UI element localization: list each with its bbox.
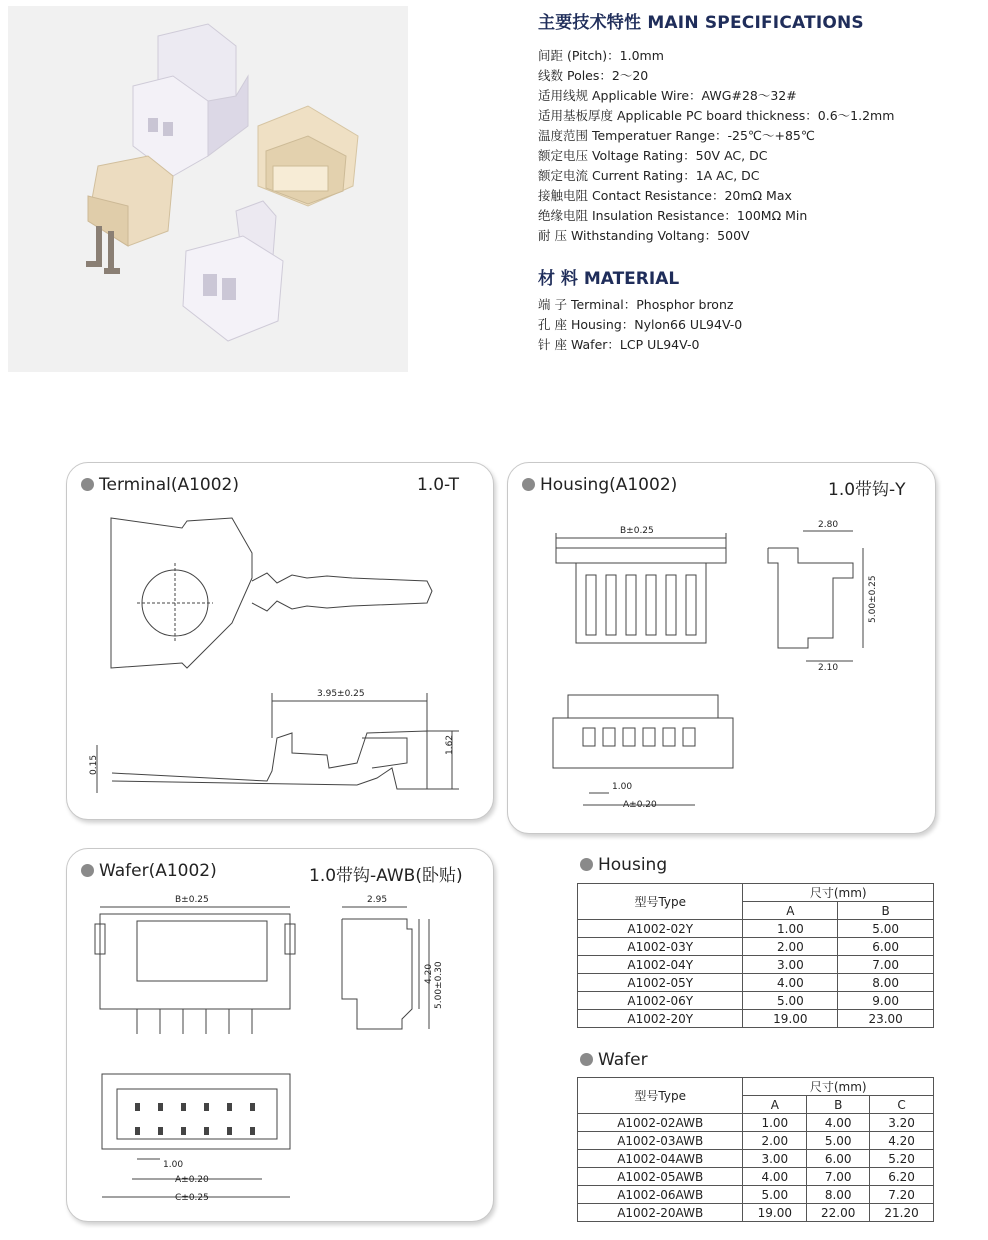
spec-item: 绝缘电阻 Insulation Resistance：100MΩ Min <box>538 208 808 223</box>
housing-dim-pitch: 1.00 <box>612 782 633 792</box>
terminal-title: Terminal(A1002) <box>99 475 240 495</box>
cell-a: 5.00 <box>743 992 838 1010</box>
product-photo <box>8 6 408 372</box>
terminal-drawing <box>67 463 493 819</box>
cell-b: 8.00 <box>807 1186 870 1204</box>
terminal-panel <box>66 462 494 820</box>
housing-dim-h: 5.00±0.25 <box>868 575 878 623</box>
wafer-title: Wafer(A1002) <box>99 861 217 881</box>
cell-a: 2.00 <box>743 938 838 956</box>
spec-item: 额定电压 Voltage Rating：50V AC, DC <box>538 148 768 163</box>
cell-c: 6.20 <box>870 1168 934 1186</box>
wafer-dim-h2: 5.00±0.30 <box>434 961 444 1009</box>
wafer-photo-2 <box>86 156 173 274</box>
material-title: 材 料 MATERIAL <box>538 269 680 289</box>
type-header: 型号Type <box>578 884 743 920</box>
cell-b: 5.00 <box>838 920 934 938</box>
cell-type: A1002-20AWB <box>578 1204 743 1222</box>
cell-type: A1002-05Y <box>578 974 743 992</box>
bullet-icon <box>580 858 593 871</box>
cell-type: A1002-02AWB <box>578 1114 743 1132</box>
cell-a: 19.00 <box>743 1010 838 1028</box>
housing-dim-w2: 2.10 <box>818 663 839 673</box>
cell-type: A1002-03AWB <box>578 1132 743 1150</box>
column-header-b: B <box>838 902 934 920</box>
column-header-c: C <box>870 1096 934 1114</box>
column-header-b: B <box>807 1096 870 1114</box>
terminal-dim-height: 1.62 <box>445 734 455 755</box>
cell-b: 6.00 <box>807 1150 870 1168</box>
cell-a: 1.00 <box>743 1114 807 1132</box>
table-row <box>578 974 934 992</box>
housing-dim-b: B±0.25 <box>620 526 654 536</box>
table-row <box>578 1114 934 1132</box>
column-header-a: A <box>743 902 838 920</box>
terminal-code: 1.0-T <box>417 475 459 495</box>
bullet-icon <box>522 478 535 491</box>
bullet-icon <box>81 478 94 491</box>
wafer-dim-w: 2.95 <box>367 895 388 905</box>
housing-table-title-wrap <box>580 855 667 875</box>
cell-c: 5.20 <box>870 1150 934 1168</box>
wafer-photo-1 <box>258 106 358 206</box>
cell-type: A1002-06Y <box>578 992 743 1010</box>
cell-a: 2.00 <box>743 1132 807 1150</box>
cell-b: 23.00 <box>838 1010 934 1028</box>
spec-item: 接触电阻 Contact Resistance：20mΩ Max <box>538 188 792 203</box>
cell-a: 3.00 <box>743 1150 807 1168</box>
terminal-dim-thick: 0.15 <box>89 754 99 775</box>
terminal-dim-length: 3.95±0.25 <box>317 689 365 699</box>
specs-title: 主要技术特性 MAIN SPECIFICATIONS <box>538 13 864 33</box>
cell-type: A1002-02Y <box>578 920 743 938</box>
table-row <box>578 1186 934 1204</box>
table-row <box>578 1168 934 1186</box>
table-row <box>578 956 934 974</box>
table-row <box>578 920 934 938</box>
column-header-a: A <box>743 1096 807 1114</box>
housing-photo-1 <box>133 24 248 176</box>
type-header: 型号Type <box>578 1078 743 1114</box>
spec-item: 耐 压 Withstanding Voltang：500V <box>538 228 750 243</box>
table-row <box>578 992 934 1010</box>
wafer-dim-a: A±0.20 <box>175 1175 209 1185</box>
wafer-dim-b: B±0.25 <box>175 895 209 905</box>
housing-photo-2 <box>183 201 283 341</box>
cell-a: 1.00 <box>743 920 838 938</box>
cell-c: 7.20 <box>870 1186 934 1204</box>
table-row <box>578 1132 934 1150</box>
spec-item: 温度范围 Temperatuer Range：-25℃～+85℃ <box>538 128 815 143</box>
cell-a: 3.00 <box>743 956 838 974</box>
specs-list <box>538 46 894 246</box>
housing-code: 1.0带钩-Y <box>828 480 906 500</box>
cell-a: 19.00 <box>743 1204 807 1222</box>
cell-type: A1002-04Y <box>578 956 743 974</box>
cell-a: 5.00 <box>743 1186 807 1204</box>
cell-type: A1002-05AWB <box>578 1168 743 1186</box>
wafer-code: 1.0带钩-AWB(卧贴) <box>309 866 463 886</box>
cell-c: 21.20 <box>870 1204 934 1222</box>
housing-drawing <box>508 463 935 833</box>
table-row <box>578 1010 934 1028</box>
material-item: 端 子 Terminal：Phosphor bronz <box>538 297 734 312</box>
spec-item: 间距 (Pitch)：1.0mm <box>538 48 664 63</box>
housing-table <box>577 883 934 1028</box>
housing-title-wrap <box>522 475 677 495</box>
cell-b: 5.00 <box>807 1132 870 1150</box>
spec-item: 额定电流 Current Rating：1A AC, DC <box>538 168 760 183</box>
cell-type: A1002-04AWB <box>578 1150 743 1168</box>
wafer-dim-pitch: 1.00 <box>163 1160 184 1170</box>
spec-item: 适用基板厚度 Applicable PC board thickness：0.6～1.2mm <box>538 108 895 123</box>
material-item: 针 座 Wafer：LCP UL94V-0 <box>538 337 700 352</box>
wafer-table-title-wrap <box>580 1050 648 1070</box>
cell-b: 7.00 <box>807 1168 870 1186</box>
cell-c: 3.20 <box>870 1114 934 1132</box>
spec-item: 适用线规 Applicable Wire：AWG#28～32# <box>538 88 797 103</box>
housing-dim-w1: 2.80 <box>818 520 839 530</box>
connector-photo-illustration <box>8 6 408 372</box>
cell-type: A1002-20Y <box>578 1010 743 1028</box>
wafer-table <box>577 1077 934 1222</box>
cell-type: A1002-06AWB <box>578 1186 743 1204</box>
wafer-drawing <box>67 849 493 1221</box>
housing-title: Housing(A1002) <box>540 475 678 495</box>
cell-b: 7.00 <box>838 956 934 974</box>
bullet-icon <box>81 864 94 877</box>
housing-panel <box>507 462 936 834</box>
material-item: 孔 座 Housing：Nylon66 UL94V-0 <box>538 317 743 332</box>
cell-b: 4.00 <box>807 1114 870 1132</box>
cell-b: 9.00 <box>838 992 934 1010</box>
cell-b: 8.00 <box>838 974 934 992</box>
size-header: 尺寸(mm) <box>743 884 934 902</box>
cell-b: 22.00 <box>807 1204 870 1222</box>
housing-table-title: Housing <box>598 855 668 875</box>
cell-a: 4.00 <box>743 1168 807 1186</box>
cell-b: 6.00 <box>838 938 934 956</box>
material-list <box>538 295 742 355</box>
table-row <box>578 1150 934 1168</box>
spec-item: 线数 Poles：2～20 <box>538 68 649 83</box>
cell-a: 4.00 <box>743 974 838 992</box>
cell-c: 4.20 <box>870 1132 934 1150</box>
bullet-icon <box>580 1053 593 1066</box>
housing-dim-a: A±0.20 <box>623 800 657 810</box>
wafer-title-wrap <box>81 861 217 881</box>
table-row <box>578 1204 934 1222</box>
size-header: 尺寸(mm) <box>743 1078 934 1096</box>
wafer-dim-h1: 4.20 <box>424 963 434 984</box>
wafer-dim-c: C±0.25 <box>175 1193 209 1203</box>
wafer-table-title: Wafer <box>598 1050 648 1070</box>
wafer-panel <box>66 848 494 1222</box>
terminal-title-wrap <box>81 475 239 495</box>
cell-type: A1002-03Y <box>578 938 743 956</box>
table-row <box>578 938 934 956</box>
